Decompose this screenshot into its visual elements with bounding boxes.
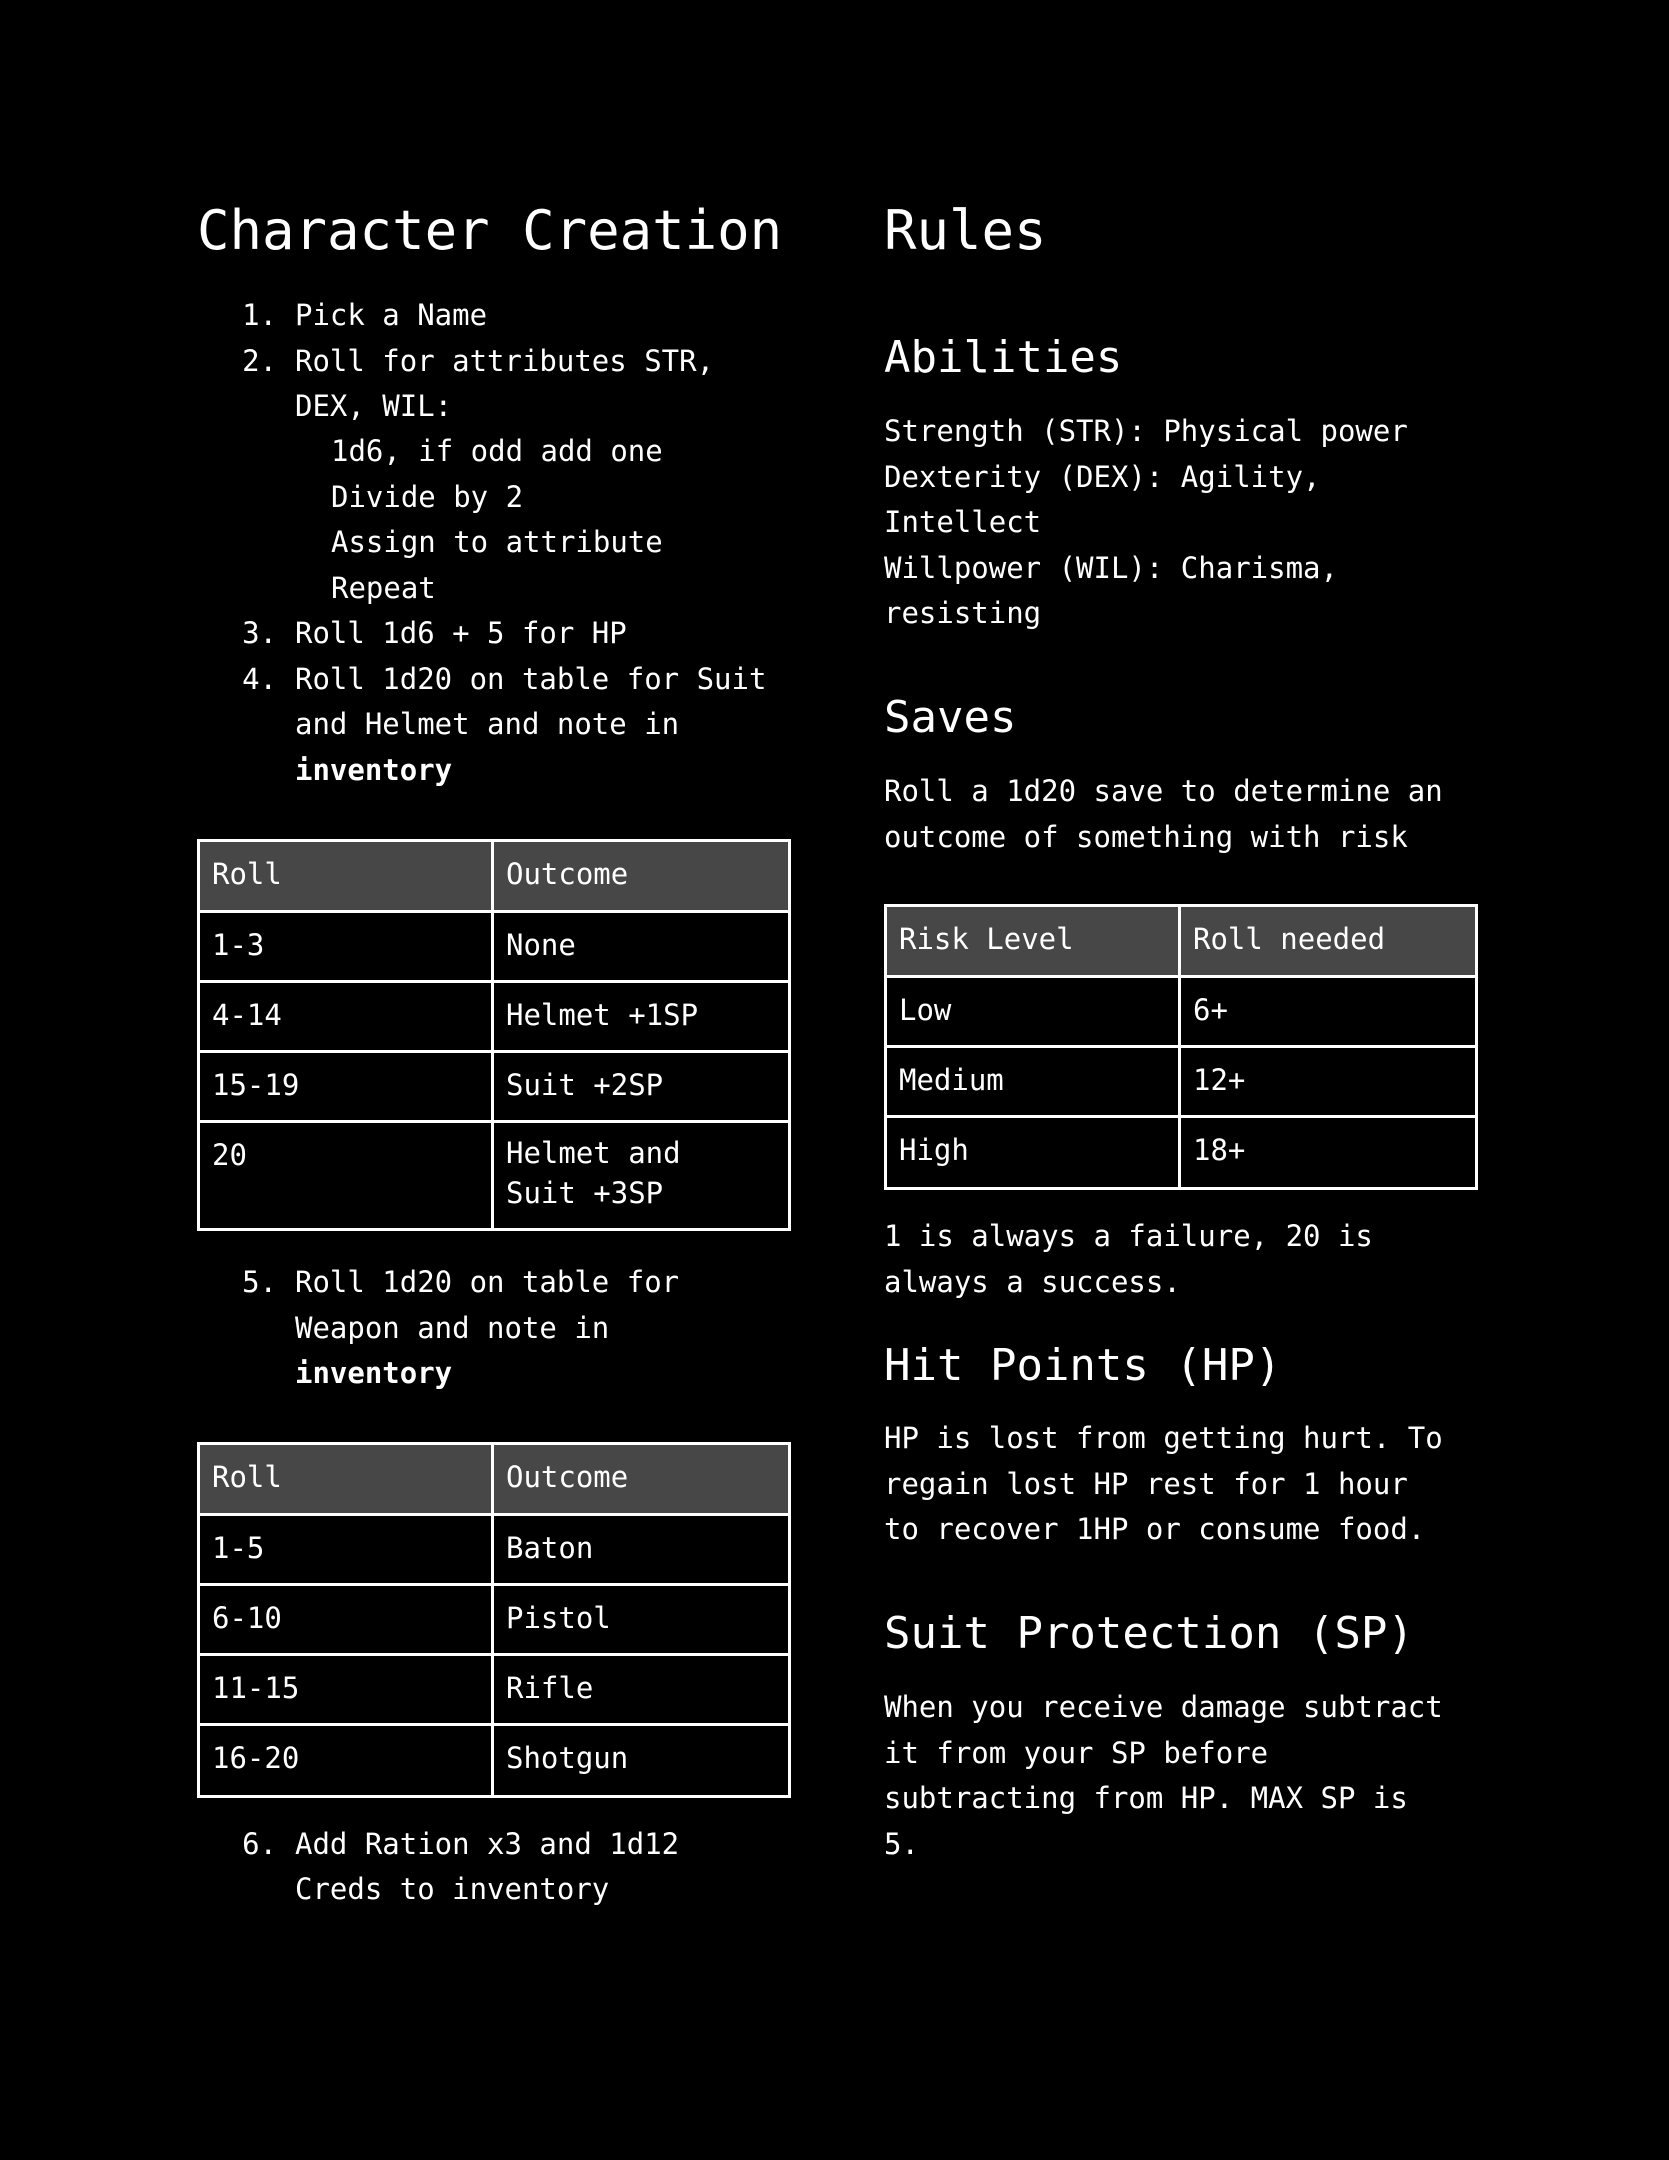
saves-note: 1 is always a failure, 20 is always a success. bbox=[884, 1219, 1373, 1299]
table-row: 1-3 None bbox=[199, 912, 790, 982]
table-row: High 18+ bbox=[886, 1117, 1477, 1189]
table-row: 15-19 Suit +2SP bbox=[199, 1052, 790, 1122]
armor-table bbox=[197, 839, 791, 1231]
abilities-heading: Abilities bbox=[884, 332, 1123, 383]
character-creation-title: Character Creation bbox=[197, 199, 783, 262]
saves-heading: Saves bbox=[884, 692, 1017, 743]
column-header: Outcome bbox=[493, 1444, 790, 1515]
table-header-row bbox=[199, 841, 790, 912]
table-row: Medium 12+ bbox=[886, 1047, 1477, 1117]
table-row: 20 Helmet and Suit +3SP bbox=[199, 1122, 790, 1230]
suit-protection-text: When you receive damage subtract it from your SP before subtracting from HP. MAX SP is 5. bbox=[884, 1690, 1443, 1861]
abilities-text: Strength (STR): Physical power Dexterity (DEX): Agility, Intellect Willpower (WIL): Charisma, resisting bbox=[884, 414, 1408, 630]
saves-text: Roll a 1d20 save to determine an outcome of something with risk bbox=[884, 774, 1443, 854]
hit-points-text: HP is lost from getting hurt. To regain lost HP rest for 1 hour to recover 1HP or consume food. bbox=[884, 1421, 1443, 1546]
suit-protection-heading: Suit Protection (SP) bbox=[884, 1608, 1414, 1659]
table-row: 4-14 Helmet +1SP bbox=[199, 982, 790, 1052]
table-row: 11-15 Rifle bbox=[199, 1655, 790, 1725]
column-header: Roll bbox=[199, 1444, 493, 1515]
table-row: 1-5 Baton bbox=[199, 1515, 790, 1585]
column-header: Outcome bbox=[493, 841, 790, 912]
table-row: 16-20 Shotgun bbox=[199, 1725, 790, 1797]
table-header-row bbox=[199, 1444, 790, 1515]
hit-points-heading: Hit Points (HP) bbox=[884, 1340, 1282, 1391]
table-row: Low 6+ bbox=[886, 977, 1477, 1047]
column-header: Roll bbox=[199, 841, 493, 912]
column-header: Roll needed bbox=[1180, 906, 1477, 977]
column-header: Risk Level bbox=[886, 906, 1180, 977]
risk-table bbox=[884, 904, 1478, 1190]
rules-title: Rules bbox=[884, 199, 1047, 262]
table-header-row bbox=[886, 906, 1477, 977]
table-row: 6-10 Pistol bbox=[199, 1585, 790, 1655]
weapon-table bbox=[197, 1442, 791, 1798]
